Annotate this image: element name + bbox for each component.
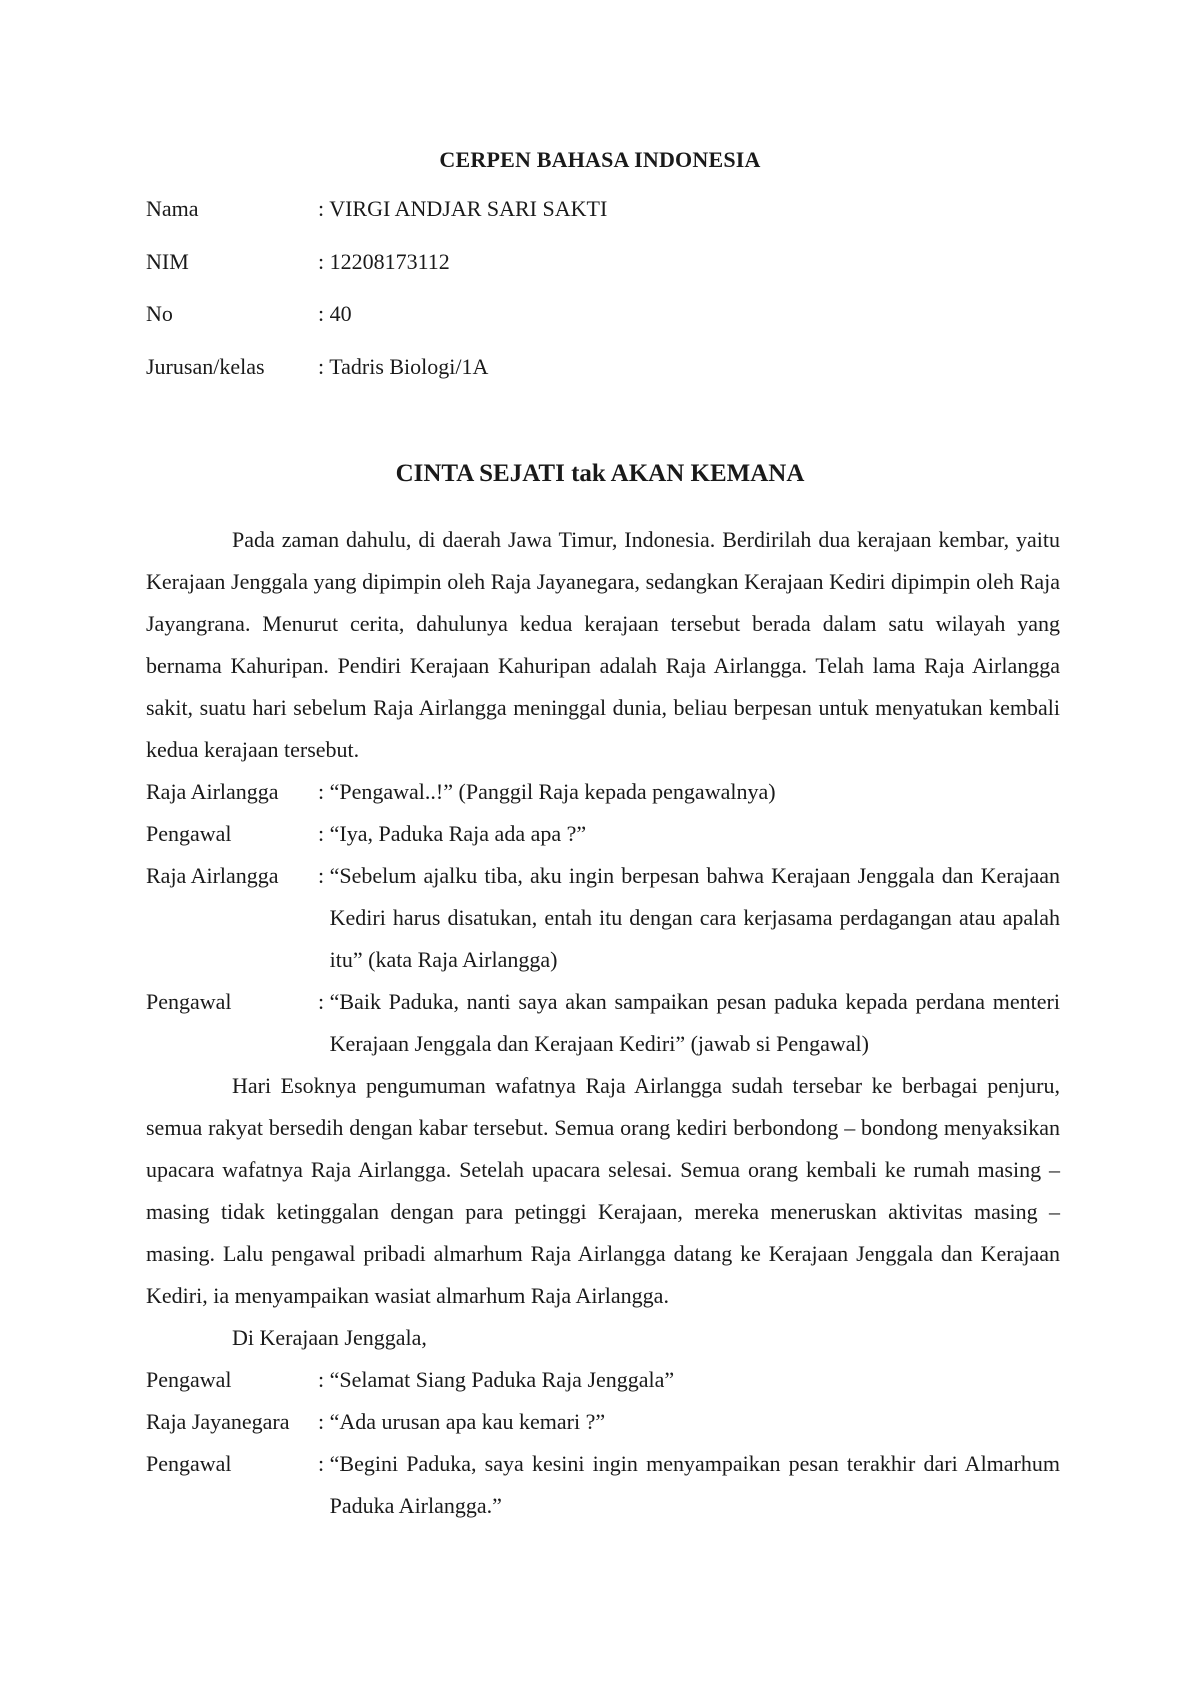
dialog-text: “Selamat Siang Paduka Raja Jenggala” xyxy=(329,1367,675,1392)
dialog-colon: : xyxy=(318,1367,330,1392)
dialog-line xyxy=(146,981,1060,1065)
dialog-speaker: Pengawal xyxy=(146,1367,232,1392)
dialog-line xyxy=(146,1443,1060,1527)
dialog-text: “Begini Paduka, saya kesini ingin menyampaikan pesan terakhir dari Almarhum Paduka Airlangga.” xyxy=(329,1451,1060,1518)
dialog-colon: : xyxy=(318,1409,330,1434)
story-paragraph: Hari Esoknya pengumuman wafatnya Raja Airlangga sudah tersebar ke berbagai penjuru, semua rakyat bersedih dengan kabar tersebut. Semua orang kediri berbondong – bondong menyaksikan upacara wafatnya Raja Airlangga. Setelah upacara selesai. Semua orang kembali ke rumah masing – masing tidak ketinggalan dengan para petinggi Kerajaan, mereka meneruskan aktivitas masing – masing. Lalu pengawal pribadi almarhum Raja Airlangga datang ke Kerajaan Jenggala dan Kerajaan Kediri, ia menyampaikan wasiat almarhum Raja Airlangga. xyxy=(146,1073,1060,1308)
dialog-colon: : xyxy=(318,821,330,846)
dialog-speaker: Pengawal xyxy=(146,1451,232,1476)
dialog-colon: : xyxy=(318,1451,330,1476)
dialog-colon: : xyxy=(318,989,330,1014)
dialog-speaker: Raja Airlangga xyxy=(146,779,279,804)
dialog-colon: : xyxy=(318,779,330,804)
dialog-speaker: Pengawal xyxy=(146,989,232,1014)
info-label: No xyxy=(146,301,173,327)
scene-heading: Di Kerajaan Jenggala, xyxy=(232,1325,427,1350)
dialog-text: “Pengawal..!” (Panggil Raja kepada pengawalnya) xyxy=(329,779,776,804)
dialog-colon: : xyxy=(318,863,330,888)
info-value: : Tadris Biologi/1A xyxy=(318,354,489,380)
dialog-line xyxy=(146,855,1060,981)
info-label: Nama xyxy=(146,196,199,221)
info-label: Jurusan/kelas xyxy=(146,354,265,380)
dialog-speaker: Raja Jayanegara xyxy=(146,1409,290,1434)
info-value: : 12208173112 xyxy=(318,248,450,274)
document-title: CERPEN BAHASA INDONESIA xyxy=(439,147,761,172)
info-label: NIM xyxy=(146,248,189,274)
dialog-text: “Iya, Paduka Raja ada apa ?” xyxy=(329,821,587,846)
dialog-line xyxy=(146,1359,1060,1401)
dialog-text: “Sebelum ajalku tiba, aku ingin berpesan bahwa Kerajaan Jenggala dan Kerajaan Kediri harus disatukan, entah itu dengan cara kerjasama perdagangan atau apalah itu” (kata Raja Airlangga) xyxy=(329,863,1060,972)
story-body xyxy=(146,519,1060,1527)
dialog-speaker: Raja Airlangga xyxy=(146,863,279,888)
info-value: : 40 xyxy=(318,301,352,327)
dialog-text: “Ada urusan apa kau kemari ?” xyxy=(329,1409,606,1434)
dialog-text: “Baik Paduka, nanti saya akan sampaikan pesan paduka kepada perdana menteri Kerajaan Jenggala dan Kerajaan Kediri” (jawab si Pengawal) xyxy=(329,989,1060,1056)
dialog-speaker: Pengawal xyxy=(146,821,232,846)
dialog-line xyxy=(146,813,1060,855)
dialog-line xyxy=(146,1401,1060,1443)
info-value: : VIRGI ANDJAR SARI SAKTI xyxy=(318,196,608,221)
story-title: CINTA SEJATI tak AKAN KEMANA xyxy=(395,460,805,487)
dialog-line xyxy=(146,771,1060,813)
story-paragraph: Pada zaman dahulu, di daerah Jawa Timur, Indonesia. Berdirilah dua kerajaan kembar, yaitu Kerajaan Jenggala yang dipimpin oleh Raja Jayanegara, sedangkan Kerajaan Kediri dipimpin oleh Raja Jayangrana. Menurut cerita, dahulunya kedua kerajaan tersebut berada dalam satu wilayah yang bernama Kahuripan. Pendiri Kerajaan Kahuripan adalah Raja Airlangga. Telah lama Raja Airlangga sakit, suatu hari sebelum Raja Airlangga meninggal dunia, beliau berpesan untuk menyatukan kembali kedua kerajaan tersebut. xyxy=(146,527,1060,762)
